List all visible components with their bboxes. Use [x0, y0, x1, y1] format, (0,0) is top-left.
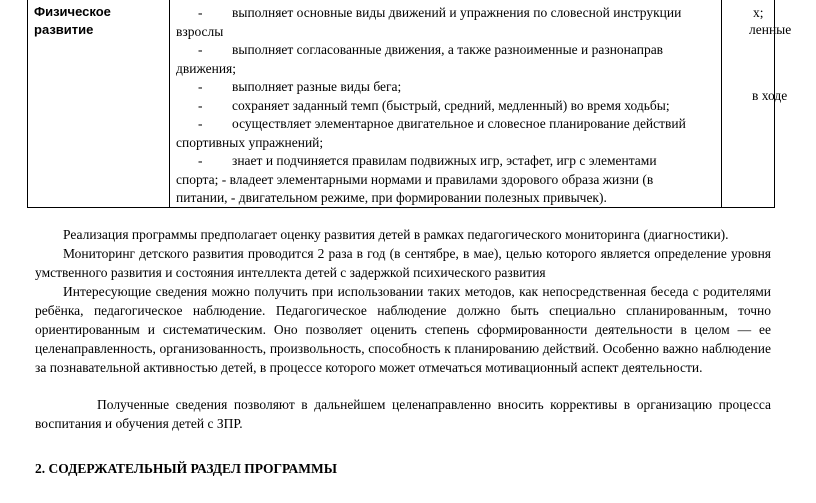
- criteria-cell: [176, 4, 746, 208]
- criteria-line: взрослы: [176, 23, 224, 39]
- results-text: в ходе: [752, 88, 788, 103]
- criteria-line: спорта; - владеет элементарными нормами и правилами здорового образа жизни (в: [176, 171, 654, 187]
- paragraph-schedule: Мониторинг детского развития проводится 2 раза в год (в сентябре, в мае), целью которого является определение уровня умственного развития и состояния интеллекта детей с задержкой психического развития: [35, 246, 771, 280]
- criteria-line: спортивных упражнений;: [176, 134, 324, 150]
- criteria-line: - выполняет основные виды движений и упражнения по словесной инструкции: [198, 5, 682, 20]
- paragraph-conclusion: Полученные сведения позволяют в дальнейшем целенаправленно вносить коррективы в организацию процесса воспитания и обучения детей с ЗПР.: [35, 397, 771, 431]
- paragraph-monitoring: Реализация программы предполагает оценку развития детей в рамках педагогического мониторинга (диагностики).: [63, 227, 729, 242]
- criteria-line: - осуществляет элементарное двигательное и словесное планирование действий: [198, 116, 686, 131]
- criteria-line: - выполняет разные виды бега;: [198, 79, 402, 94]
- development-table: [27, 0, 792, 208]
- category-cell: Физическое развитие: [34, 4, 111, 37]
- criteria-line: - сохраняет заданный темп (быстрый, средний, медленный) во время ходьбы;: [198, 97, 670, 113]
- criteria-line: - знает и подчиняется правилам подвижных игр, эстафет, игр с элементами: [198, 153, 657, 168]
- results-text: х;: [753, 5, 764, 20]
- paragraph-methods: Интересующие сведения можно получить при использовании таких методов, как непосредственная беседа с родителями ребёнка, педагогическое наблюдение. Педагогическое наблюдение должно быть специально спланированным, точно ориентированным и систематическим. Оно позволяет оценить степень сформированности деятельности в целом — ее целенаправленность, организованность, произвольность, способность к планированию действий. Особенно важно наблюдение за познавательной активностью детей, в процессе которого может отмечаться мотивационный аспект деятельности.: [35, 284, 771, 375]
- criteria-line: питании, - двигательном режиме, при формировании полезных привычек).: [176, 190, 607, 205]
- column-divider: [169, 0, 170, 207]
- criteria-line: - выполняет согласованные движения, а также разноименные и разнонаправ: [198, 42, 664, 57]
- results-text: ленные: [749, 22, 792, 37]
- section-heading: 2. СОДЕРЖАТЕЛЬНЫЙ РАЗДЕЛ ПРОГРАММЫ: [35, 461, 338, 476]
- criteria-line: движения;: [176, 60, 237, 76]
